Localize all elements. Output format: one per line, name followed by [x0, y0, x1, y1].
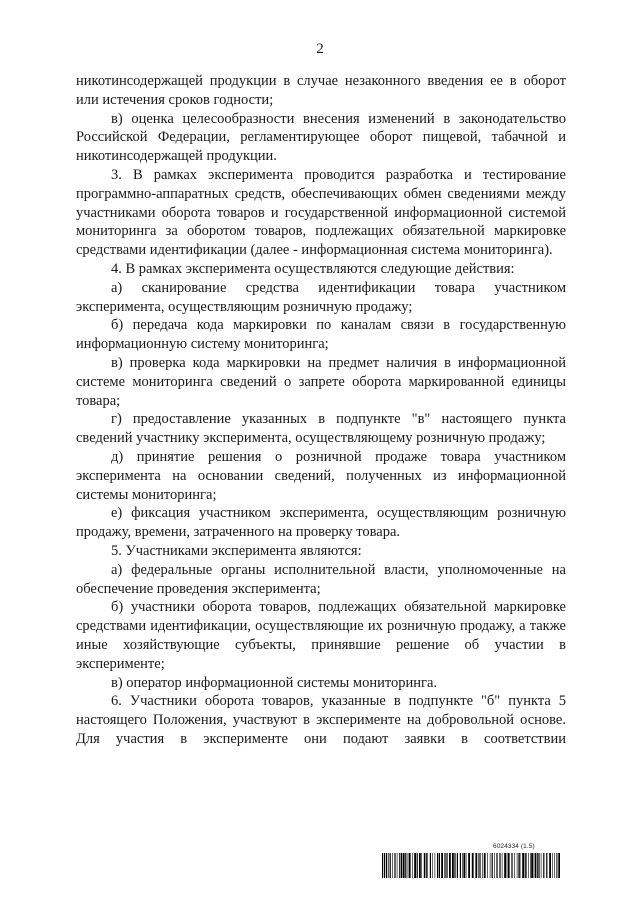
paragraph: а) федеральные органы исполнительной власти, уполномоченные на обеспечение проведения эксперимента; [76, 561, 566, 597]
paragraph: е) фиксация участником эксперимента, осуществляющим розничную продажу, времени, затраченного на проверку товара. [76, 505, 566, 541]
paragraph: б) передача кода маркировки по каналам связи в государственную информационную систему мониторинга; [76, 317, 566, 353]
document-code: 6024334 (1.5) [493, 843, 535, 850]
page-number: 2 [316, 41, 324, 57]
paragraph: б) участники оборота товаров, подлежащих обязательной маркировке средствами идентификации, осуществляющие их розничную продажу, а также иные хозяйствующие субъекты, принявшие решение об участии в эксперименте; [76, 599, 566, 672]
paragraph: в) оператор информационной системы мониторинга. [111, 674, 438, 691]
document-body [76, 72, 566, 749]
paragraph: г) предоставление указанных в подпункте "в" настоящего пункта сведений участнику эксперимента, осуществляющему розничную продажу; [76, 411, 566, 447]
paragraph: 3. В рамках эксперимента проводится разработка и тестирование программно-аппаратных средств, обеспечивающих обмен сведениями между участниками оборота товаров и государственной информационной системой мониторинга за оборотом товаров, подлежащих обязательной маркировке средствами идентификации (далее - информационная система мониторинга). [76, 166, 566, 259]
barcode-image [382, 853, 560, 878]
paragraph: 5. Участниками эксперимента являются: [111, 542, 362, 559]
paragraph: а) сканирование средства идентификации товара участником эксперимента, осуществляющим розничную продажу; [76, 279, 566, 315]
paragraph: никотинсодержащей продукции в случае незаконного введения ее в оборот или истечения сроков годности; [76, 73, 566, 108]
paragraph: в) оценка целесообразности внесения изменений в законодательство Российской Федерации, регламентирующее оборот пищевой, табачной и никотинсодержащей продукции. [76, 110, 566, 165]
paragraph: 6. Участники оборота товаров, указанные в подпункте "б" пункта 5 настоящего Положения, участвуют в эксперименте на добровольной основе. Для участия в эксперименте они подают заявки в соответствии [76, 693, 566, 747]
paragraph: д) принятие решения о розничной продаже товара участником эксперимента на основании сведений, полученных из информационной системы мониторинга; [76, 448, 566, 503]
paragraph: в) проверка кода маркировки на предмет наличия в информационной системе мониторинга сведений о запрете оборота маркированной единицы товара; [76, 354, 566, 409]
paragraph: 4. В рамках эксперимента осуществляются следующие действия: [111, 260, 515, 277]
